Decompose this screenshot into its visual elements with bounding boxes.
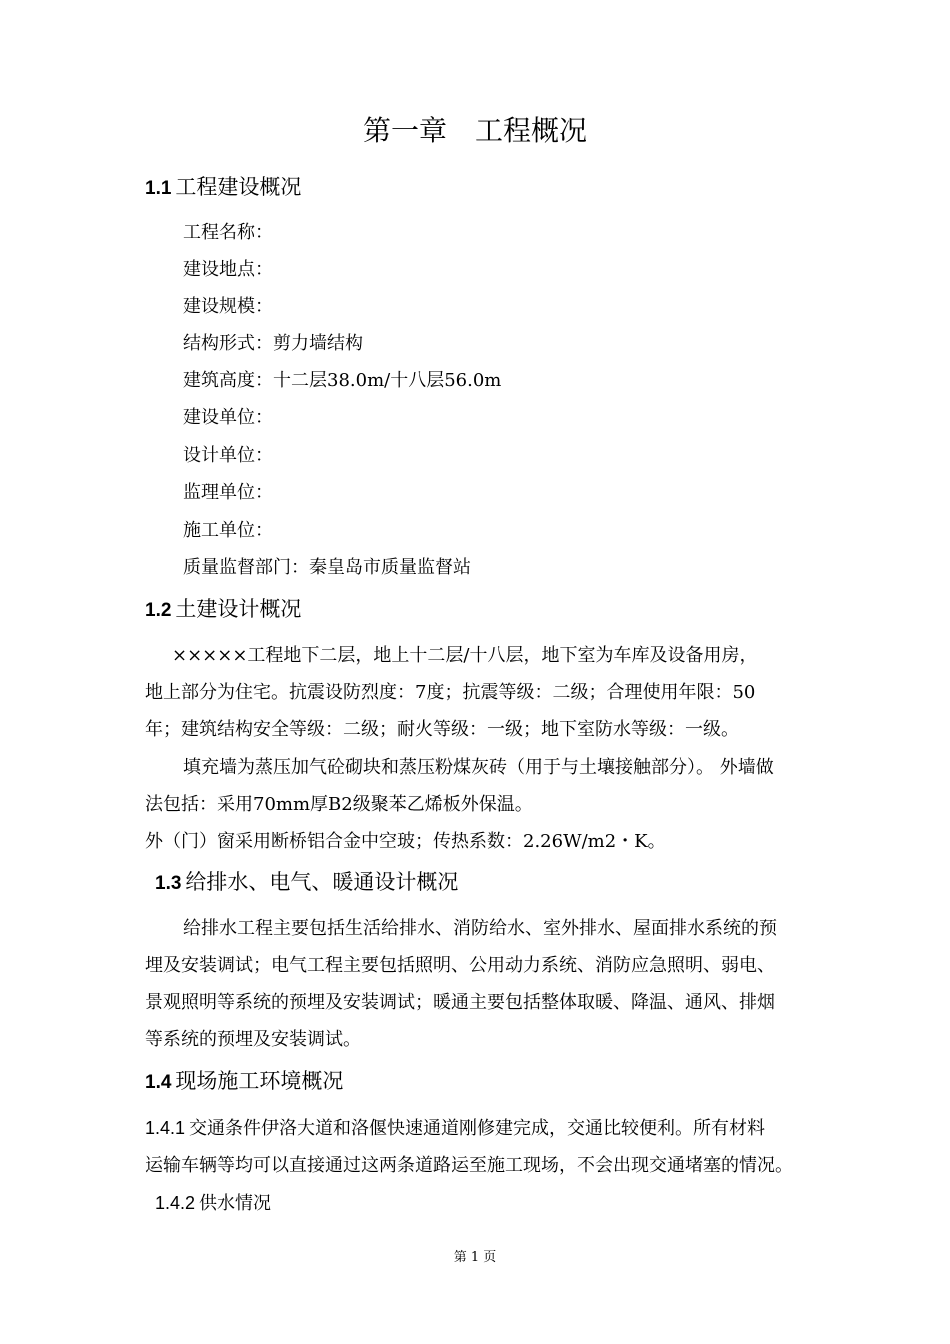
field-contractor: 施工单位： xyxy=(183,520,273,541)
paragraph-line: 填充墙为蒸压加气砼砌块和蒸压粉煤灰砖（用于与土壤接触部分）。 外墙做 xyxy=(183,757,774,778)
subsection-number: 1.4.2 xyxy=(155,1193,196,1213)
section-number: 1.1 xyxy=(145,178,172,199)
field-structure: 结构形式：剪力墙结构 xyxy=(183,333,363,354)
section-title: 现场施工环境概况 xyxy=(175,1069,344,1093)
paragraph-line: 给排水工程主要包括生活给排水、消防给水、室外排水、屋面排水系统的预 xyxy=(183,918,777,939)
paragraph-line: 法包括：采用70mm厚B2级聚苯乙烯板外保温。 xyxy=(145,794,533,815)
paragraph-line: 景观照明等系统的预埋及安装调试；暖通主要包括整体取暖、降温、通风、排烟 xyxy=(145,992,775,1013)
field-quality-dept: 质量监督部门：秦皇岛市质量监督站 xyxy=(183,557,471,578)
section-heading-1-4 xyxy=(145,1066,343,1098)
page-number: 第 1 页 xyxy=(453,1250,497,1265)
field-project-name: 工程名称： xyxy=(183,222,273,243)
section-heading-1-3 xyxy=(155,867,458,899)
field-designer: 设计单位： xyxy=(183,445,273,466)
subsection-1-4-1 xyxy=(145,1115,765,1142)
field-supervisor: 监理单位： xyxy=(183,482,273,503)
field-location: 建设地点： xyxy=(183,259,273,280)
section-heading-1-2 xyxy=(145,594,301,626)
field-owner: 建设单位： xyxy=(183,407,273,428)
section-heading-1-1 xyxy=(145,172,301,204)
subsection-number: 1.4.1 xyxy=(145,1118,186,1138)
field-scale: 建设规模： xyxy=(183,296,273,317)
paragraph-line: 地上部分为住宅。抗震设防烈度：7度；抗震等级：二级；合理使用年限：50 xyxy=(145,682,756,703)
paragraph-line: ×××××工程地下二层，地上十二层/十八层，地下室为车库及设备用房， xyxy=(172,645,758,666)
subsection-1-4-2 xyxy=(155,1190,271,1217)
field-height: 建筑高度：十二层38.0m/十八层56.0m xyxy=(183,370,502,391)
section-title: 土建设计概况 xyxy=(175,597,302,621)
paragraph-line: 埋及安装调试；电气工程主要包括照明、公用动力系统、消防应急照明、弱电、 xyxy=(145,955,775,976)
section-number: 1.4 xyxy=(145,1072,172,1093)
subsection-text: 交通条件伊洛大道和洛偃快速通道刚修建完成，交通比较便利。所有材料 xyxy=(189,1118,766,1139)
paragraph-line: 外（门）窗采用断桥铝合金中空玻；传热系数：2.26W/m2・K。 xyxy=(145,831,666,852)
paragraph-line: 等系统的预埋及安装调试。 xyxy=(145,1029,361,1050)
chapter-title: 第一章 工程概况 xyxy=(362,114,587,147)
section-number: 1.3 xyxy=(155,873,182,894)
paragraph-line: 年；建筑结构安全等级：二级；耐火等级：一级；地下室防水等级：一级。 xyxy=(145,719,739,740)
subsection-title: 供水情况 xyxy=(199,1193,272,1214)
section-title: 给排水、电气、暖通设计概况 xyxy=(185,870,459,894)
section-number: 1.2 xyxy=(145,600,172,621)
paragraph-line: 运输车辆等均可以直接通过这两条道路运至施工现场，不会出现交通堵塞的情况。 xyxy=(145,1155,793,1176)
section-title: 工程建设概况 xyxy=(175,175,302,199)
